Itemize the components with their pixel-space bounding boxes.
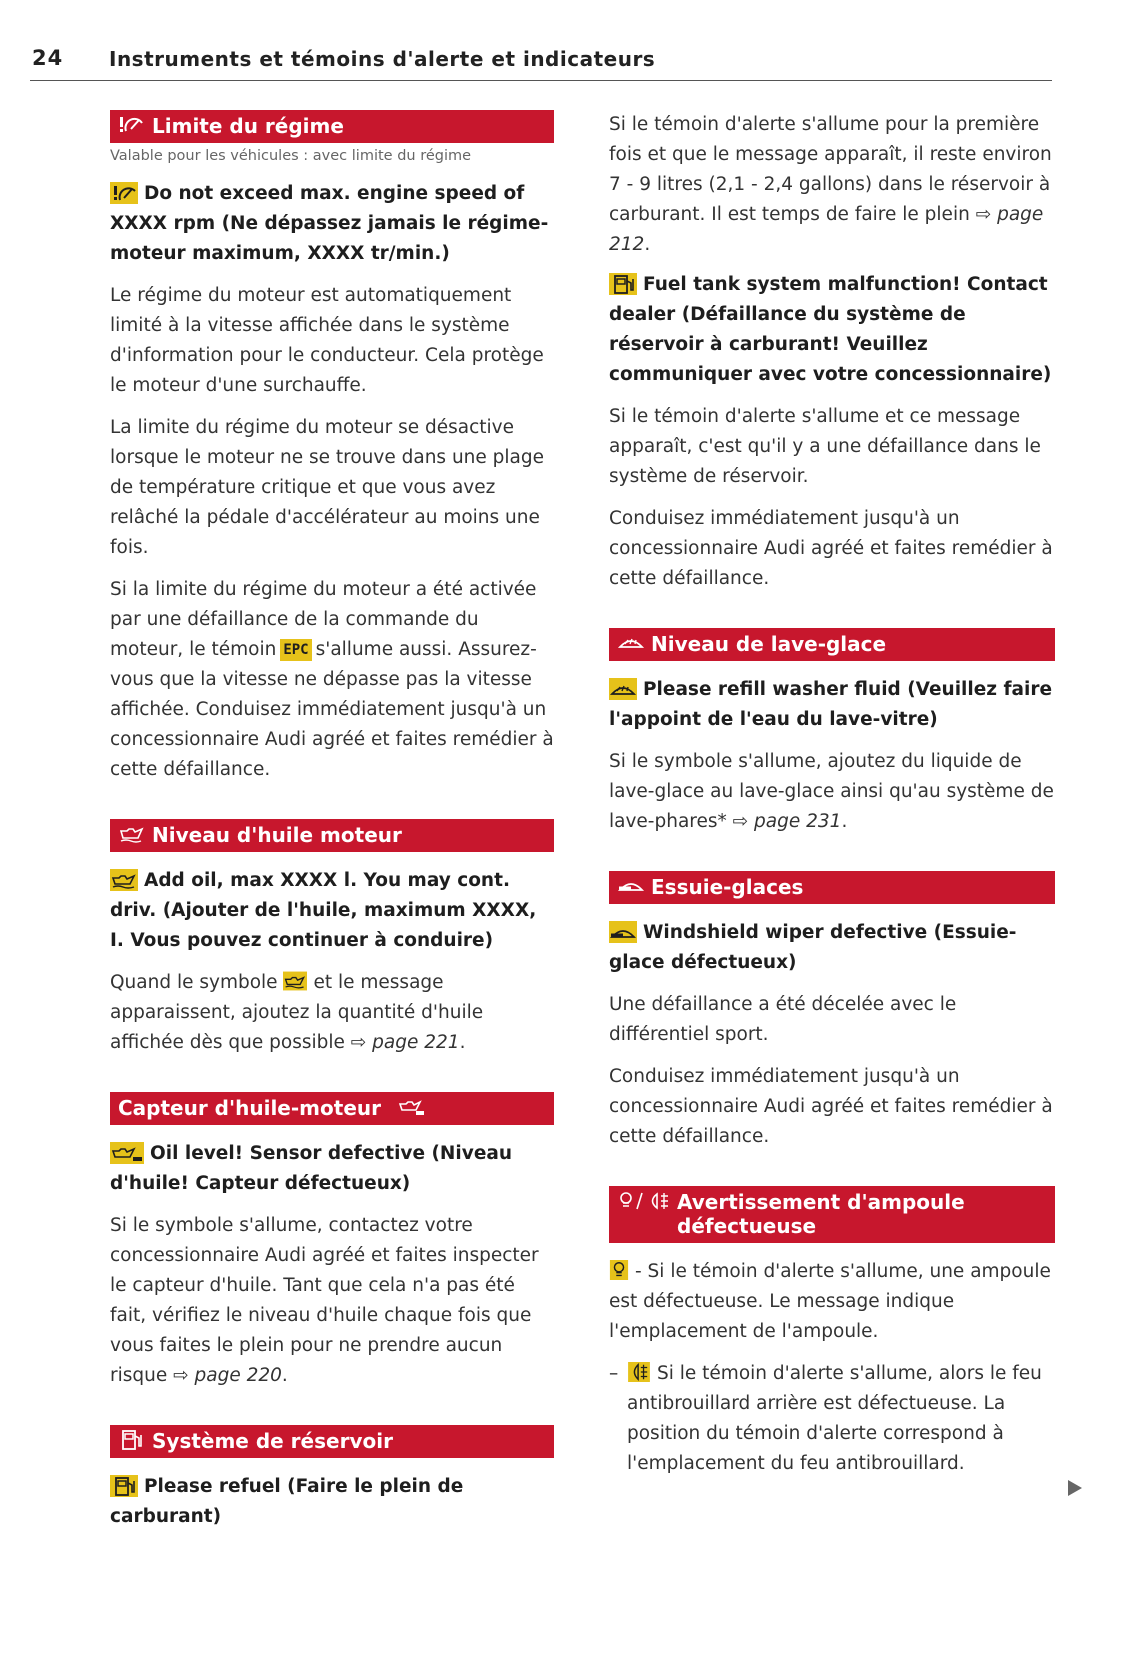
section-title: Niveau d'huile moteur [152, 823, 402, 847]
list-item [609, 1359, 1055, 1479]
continue-arrow-icon [1068, 1480, 1082, 1496]
driver-message [110, 1472, 554, 1532]
oil-sensor-warning-icon [110, 1142, 144, 1164]
rev-limit-warning-icon [110, 182, 138, 204]
page-number: 24 [32, 46, 64, 70]
paragraph: La limite du régime du moteur se désactive lorsque le moteur ne se trouve dans une plage de température critique et que vous avez relâché la pédale d'accélérateur au moins une fois. [110, 417, 545, 558]
wiper-warning-icon [609, 921, 637, 943]
section-heading-fuel-system [110, 1425, 554, 1458]
driver-message [110, 179, 554, 269]
message-text: Add oil, max XXXX l. You may cont. driv. (Ajouter de l'huile, maximum XXXX, I. Vous pouvez continuer à conduire) [110, 870, 537, 951]
page-header [30, 44, 1052, 81]
section-title: Système de réservoir [152, 1429, 393, 1453]
section-title: Niveau de lave-glace [651, 632, 887, 656]
left-column [110, 110, 554, 1532]
paragraph-text: - Si le témoin d'alerte s'allume, une ampoule est défectueuse. Le message indique l'emplacement de l'ampoule. [609, 1261, 1051, 1342]
section-heading-bulb-warning [609, 1186, 1055, 1243]
paragraph [609, 747, 1055, 837]
punctuation: . [459, 1032, 466, 1053]
rear-fog-light-warning-icon [627, 1362, 651, 1382]
right-column [609, 110, 1055, 1479]
punctuation: . [281, 1365, 288, 1386]
rev-limit-icon [118, 114, 146, 136]
list-item-text [627, 1359, 1055, 1479]
driver-message [110, 1139, 554, 1199]
section-heading-washer-fluid [609, 628, 1055, 661]
paragraph-text: Si le témoin d'alerte s'allume, alors le feu antibrouillard arrière est défectueuse. La position du témoin d'alerte correspond à l'emplacement du feu antibrouillard. [627, 1363, 1042, 1474]
paragraph: Conduisez immédiatement jusqu'à un concessionnaire Audi agréé et faites remédier à cette défaillance. [609, 508, 1053, 589]
oil-can-icon [118, 823, 146, 845]
driver-message [609, 675, 1055, 735]
page-title: Instruments et témoins d'alerte et indicateurs [109, 47, 656, 71]
paragraph: Une défaillance a été décelée avec le différentiel sport. [609, 994, 957, 1045]
paragraph [609, 110, 1055, 260]
fuel-pump-icon [118, 1429, 146, 1451]
paragraph: Si le témoin d'alerte s'allume et ce message apparaît, c'est qu'il y a une défaillance dans le système de réservoir. [609, 406, 1041, 487]
page-reference-link[interactable]: ⇨ page 231 [732, 811, 842, 832]
oil-sensor-icon [398, 1096, 426, 1118]
washer-fluid-icon [617, 632, 645, 654]
paragraph [609, 1257, 1055, 1347]
section-title: Limite du régime [152, 114, 344, 138]
wiper-icon [617, 875, 645, 897]
punctuation: . [644, 234, 651, 255]
punctuation: . [841, 811, 848, 832]
message-text: Do not exceed max. engine speed of XXXX rpm (Ne dépassez jamais le régime-moteur maximum, XXXX tr/min.) [110, 183, 549, 264]
section-heading-wipers [609, 871, 1055, 904]
fuel-warning-icon [110, 1475, 138, 1497]
section-title: Avertissement d'ampoule défectueuse [677, 1190, 965, 1238]
page-reference-link[interactable]: ⇨ page 221 [350, 1032, 460, 1053]
paragraph: Le régime du moteur est automatiquement limité à la vitesse affichée dans le système d'information pour le conducteur. Cela protège le moteur d'une surchauffe. [110, 285, 544, 396]
washer-fluid-warning-icon [609, 678, 637, 700]
paragraph-text: Si le témoin d'alerte s'allume pour la première fois et que le message apparaît, il reste environ 7 - 9 litres (2,1 - 2,4 gallons) dans le réservoir à carburant. Il est temps de faire le plein [609, 114, 1052, 225]
section-title: Essuie-glaces [651, 875, 804, 899]
driver-message [609, 270, 1055, 390]
message-text: Windshield wiper defective (Essuie-glace défectueux) [609, 922, 1017, 973]
paragraph [110, 968, 554, 1058]
bulb-fog-light-icon [617, 1190, 671, 1212]
message-text: Oil level! Sensor defective (Niveau d'huile! Capteur défectueux) [110, 1143, 513, 1194]
page-reference-link[interactable]: ⇨ page 220 [173, 1365, 282, 1386]
epc-warning-icon: EPC [280, 639, 311, 661]
oil-level-inline-icon [283, 971, 307, 991]
paragraph-text: Si le symbole s'allume, ajoutez du liquide de lave-glace au lave-glace ainsi qu'au système de lave-phares* [609, 751, 1054, 832]
paragraph: Conduisez immédiatement jusqu'à un concessionnaire Audi agréé et faites remédier à cette défaillance. [609, 1066, 1053, 1147]
paragraph-text: s'allume aussi. Assurez-vous que la vitesse ne dépasse pas la vitesse affichée. Conduisez immédiatement jusqu'à un concessionnaire Audi agréé et faites remédier à cette défaillance. [110, 639, 554, 780]
message-text: Please refuel (Faire le plein de carburant) [110, 1476, 464, 1527]
message-text: Fuel tank system malfunction! Contact dealer (Défaillance du système de réservoir à carburant! Veuillez communiquer avec votre concessionnaire) [609, 274, 1052, 385]
section-heading-oil-sensor [110, 1092, 554, 1125]
paragraph [110, 575, 554, 785]
section-title: Capteur d'huile-moteur [118, 1096, 381, 1120]
section-heading-rev-limit [110, 110, 554, 143]
list-dash: – [609, 1363, 619, 1384]
driver-message [609, 918, 1055, 978]
fuel-system-warning-icon [609, 273, 637, 295]
paragraph-text: et le message apparaissent, ajoutez la quantité d'huile affichée dès que possible [110, 972, 484, 1053]
paragraph-text: Si la limite du régime du moteur a été activée par une défaillance de la commande du moteur, le témoin [110, 579, 537, 660]
page-reference-link[interactable]: ⇨ page 212 [609, 204, 1044, 255]
applicability-note: Valable pour les véhicules : avec limite du régime [110, 148, 472, 164]
paragraph-text: Quand le symbole [110, 972, 278, 993]
oil-level-warning-icon [110, 869, 138, 891]
paragraph-text: Si le symbole s'allume, contactez votre concessionnaire Audi agréé et faites inspecter le capteur d'huile. Tant que cela n'a pas été fait, vérifiez le niveau d'huile chaque fois que vous faites le plein pour ne prendre aucun risque [110, 1215, 539, 1386]
driver-message [110, 866, 554, 956]
paragraph [110, 1211, 554, 1391]
section-heading-oil-level [110, 819, 554, 852]
message-text: Please refill washer fluid (Veuillez faire l'appoint de l'eau du lave-vitre) [609, 679, 1053, 730]
bulb-warning-icon [609, 1260, 629, 1280]
